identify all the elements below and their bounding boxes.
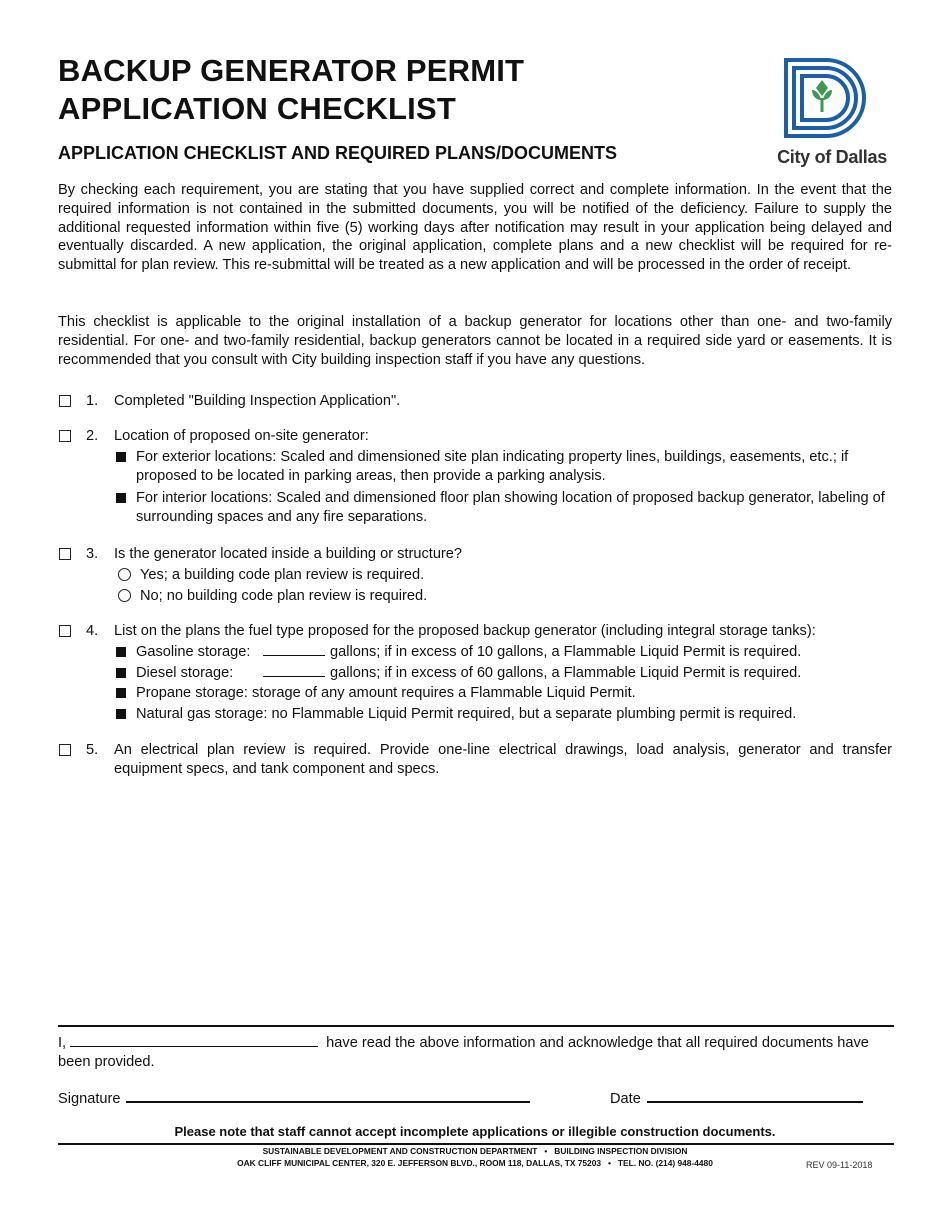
title-line-2: APPLICATION CHECKLIST [58, 91, 457, 126]
checklist-checkbox[interactable] [59, 744, 71, 756]
fuel-label: Diesel storage: [136, 664, 234, 681]
radio-option-label: No; no building code plan review is required. [140, 587, 428, 604]
checklist-checkbox[interactable] [59, 430, 71, 442]
footer [180, 1146, 770, 1169]
square-bullet-icon [116, 452, 126, 462]
revision-date: REV 09-11-2018 [806, 1160, 873, 1170]
intro-paragraph-1: By checking each requirement, you are stating that you have supplied correct and complete information. In the event that the required information is not contained in the submitted documents, you will be notified of the deficiency. Failure to supply the additional requested information within five (5) working days after notification may result in your application being delayed and eventually discarded. A new application, the original application, complete plans and a new checklist will be required for re-submittal for plan review. This re-submittal will be treated as a new application and will be processed in the order of receipt. [58, 182, 892, 274]
radio-option-yes[interactable] [116, 566, 892, 585]
checklist-item-2 [58, 427, 892, 527]
fuel-rule: gallons; if in excess of 60 gallons, a Flammable Liquid Permit is required. [330, 664, 802, 681]
fuel-label: Gasoline storage: [136, 643, 251, 660]
item-number: 5. [86, 742, 99, 758]
radio-option-no[interactable] [116, 587, 892, 606]
city-logo [776, 56, 888, 168]
checklist-item-4 [58, 622, 892, 724]
item-number: 3. [86, 546, 99, 562]
sub-bullet-text: For exterior locations: Scaled and dimensioned site plan indicating property lines, buildings, easements, etc.; if proposed to be located in parking areas, then provide a parking analysis. [136, 448, 849, 484]
signature-label: Signature [58, 1091, 121, 1107]
item-number: 2. [86, 428, 99, 444]
square-bullet-icon [116, 688, 126, 698]
square-bullet-icon [116, 493, 126, 503]
logo-text: City of Dallas [777, 147, 887, 167]
divider [58, 1143, 894, 1145]
acknowledgement [58, 1033, 892, 1072]
checklist-item-5 [58, 741, 892, 779]
item-text: Location of proposed on-site generator: [114, 428, 369, 444]
checklist-item-3 [58, 545, 892, 605]
signature-field[interactable] [126, 1087, 530, 1103]
fuel-natural-gas [114, 705, 892, 724]
sub-bullet-text: For interior locations: Scaled and dimensioned floor plan showing location of proposed backup generator, labeling of surrounding spaces and any fire separations. [136, 490, 885, 526]
fuel-diesel [114, 664, 892, 683]
square-bullet-icon [116, 647, 126, 657]
item-text: List on the plans the fuel type proposed for the proposed backup generator (including integral storage tanks): [114, 623, 816, 639]
fuel-propane [114, 684, 892, 703]
footer-line-2: OAK CLIFF MUNICIPAL CENTER, 320 E. JEFFERSON BLVD., ROOM 118, DALLAS, TX 75203 • TEL. NO. (214) 948-4480 [237, 1157, 713, 1168]
radio-circle-icon[interactable] [118, 589, 131, 602]
gasoline-gallons-field[interactable] [263, 643, 325, 656]
sub-bullet [114, 448, 892, 486]
city-of-dallas-logo-icon [776, 56, 888, 140]
item-text: An electrical plan review is required. Provide one-line electrical drawings, load analysis, generator and transfer equipment specs, and tank component and specs. [114, 742, 892, 777]
divider [58, 1025, 894, 1027]
checklist-checkbox[interactable] [59, 395, 71, 407]
sub-bullet [114, 489, 892, 527]
radio-circle-icon[interactable] [118, 568, 131, 581]
title-line-1: BACKUP GENERATOR PERMIT [58, 53, 525, 88]
date-group [610, 1087, 863, 1108]
fuel-label: Natural gas storage: no Flammable Liquid Permit required, but a separate plumbing permit is required. [136, 706, 797, 723]
item-number: 4. [86, 623, 99, 639]
footer-line-1: SUSTAINABLE DEVELOPMENT AND CONSTRUCTION DEPARTMENT • BUILDING INSPECTION DIVISION [262, 1146, 688, 1156]
item-number: 1. [86, 393, 99, 409]
fuel-rule: gallons; if in excess of 10 gallons, a Flammable Liquid Permit is required. [330, 643, 802, 660]
square-bullet-icon [116, 709, 126, 719]
item-text: Is the generator located inside a building or structure? [114, 546, 463, 562]
intro-paragraph-2: This checklist is applicable to the original installation of a backup generator for locations other than one- and two-family residential. For one- and two-family residential, backup generators cannot be located in a required side yard or easements. It is recommended that you consult with City building inspection staff if you have any questions. [58, 314, 892, 368]
radio-option-label: Yes; a building code plan review is required. [140, 566, 425, 583]
date-label: Date [610, 1091, 641, 1107]
page-subtitle: APPLICATION CHECKLIST AND REQUIRED PLANS/DOCUMENTS [58, 143, 618, 163]
notice: Please note that staff cannot accept incomplete applications or illegible construction documents. [174, 1124, 776, 1139]
ack-prefix: I, [58, 1035, 67, 1051]
page-title [58, 52, 738, 128]
applicant-name-field[interactable] [70, 1033, 318, 1047]
fuel-label: Propane storage: storage of any amount requires a Flammable Liquid Permit. [136, 685, 636, 702]
fuel-gasoline [114, 643, 892, 662]
ack-text: have read the above information and acknowledge that all required documents have been provided. [58, 1035, 869, 1070]
diesel-gallons-field[interactable] [263, 664, 325, 677]
item-text: Completed "Building Inspection Application". [114, 393, 401, 409]
checklist-item-1 [58, 392, 892, 411]
checklist-checkbox[interactable] [59, 625, 71, 637]
date-field[interactable] [647, 1087, 863, 1103]
square-bullet-icon [116, 668, 126, 678]
checklist-checkbox[interactable] [59, 548, 71, 560]
signature-row [58, 1087, 894, 1108]
